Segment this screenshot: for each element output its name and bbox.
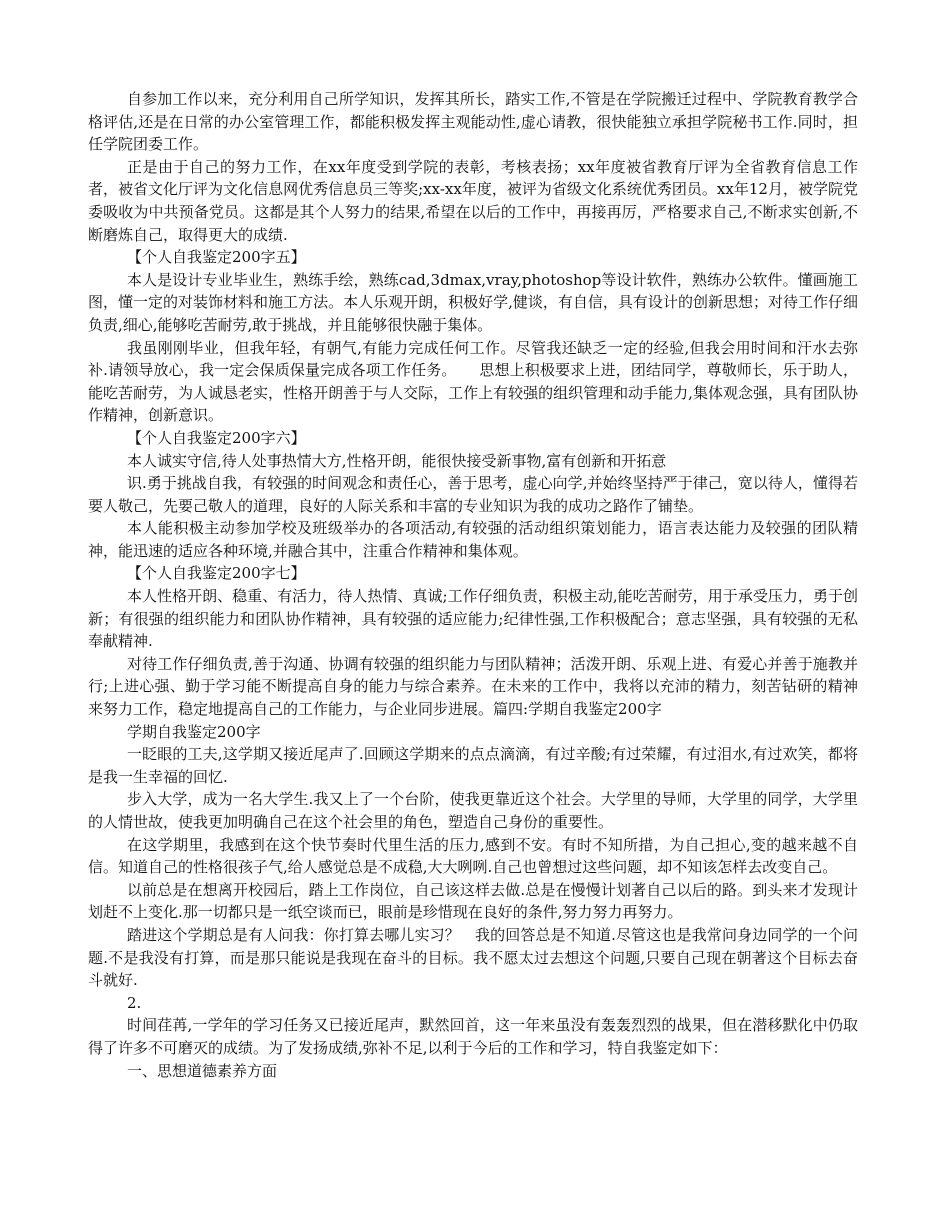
section-heading: 学期自我鉴定200字 (127, 722, 261, 741)
section-heading: 【个人自我鉴定200字七】 (127, 564, 306, 583)
paragraph: 本人性格开朗、稳重、有活力，待人热情、真诚;工作仔细负责，积极主动,能吃苦耐劳，用于承受压力，勇于创新；有很强的组织能力和团队协作精神，具有较强的适应能力;纪律性强,工作积极配合；意志坚强，具有较强的无私奉献精神. (88, 587, 858, 651)
paragraph: 自参加工作以来，充分利用自己所学知识，发挥其所长，踏实工作,不管是在学院搬迁过程中、学院教育教学合格评估,还是在日常的办公室管理工作，都能积极发挥主观能动性,虚心请教，很快能独立承担学院秘书工作.同时，担任学院团委工作。 (88, 90, 858, 154)
paragraph: 在这学期里，我感到在这个快节奏时代里生活的压力,感到不安。有时不知所措，为自己担心,变的越来越不自信。知道自己的性格很孩子气,给人感觉总是不成稳,大大咧咧.自己也曾想过这些问题，却不知该怎样去改变自己。 (88, 835, 858, 877)
paragraph: 一眨眼的工夫,这学期又接近尾声了.回顾这学期来的点点滴滴，有过辛酸;有过荣耀，有过泪水,有过欢笑，都将是我一生幸福的回忆. (88, 745, 858, 786)
paragraph-line: 本人诚实守信,待人处事热情大方,性格开朗，能很快接受新事物,富有创新和开拓意 (127, 451, 667, 470)
section-heading: 一、思想道德素养方面 (127, 1061, 278, 1080)
paragraph: 对待工作仔细负责,善于沟通、协调有较强的组织能力与团队精神；活泼开朗、乐观上进、有爱心并善于施教并行;上进心强、勤于学习能不断提高自身的能力与综合素养。在未来的工作中，我将以充沛的精力，刻苦钻研的精神来努力工作，稳定地提高自己的工作能力，与企业同步进展。篇四:学期自我鉴定200字 (88, 654, 858, 719)
paragraph: 本人是设计专业毕业生，熟练手绘，熟练cad,3dmax,vray,photoshop等设计软件，熟练办公软件。懂画施工图，懂一定的对装饰材料和施工方法。本人乐观开朗，积极好学,健谈，有自信，具有设计的创新思想；对待工作仔细负责,细心,能够吃苦耐劳,敢于挑战，并且能够很快融于集体。 (88, 270, 858, 334)
section-number: 2. (127, 993, 142, 1012)
paragraph: 以前总是在想离开校园后，踏上工作岗位，自己该这样去做.总是在慢慢计划著自己以后的路。到头来才发现计划赶不上变化.那一切都只是一纸空谈而已，眼前是珍惜现在良好的条件,努力努力再努力。 (88, 880, 858, 922)
paragraph: 识.勇于挑战自我，有较强的时间观念和责任心，善于思考，虚心向学,并始终坚持严于律己，宽以待人，懂得若要人敬己，先要己敬人的道理，良好的人际关系和丰富的专业知识为我的成功之路作了铺垫。 (88, 474, 858, 515)
paragraph: 正是由于自己的努力工作，在xx年度受到学院的表彰，考核表扬；xx年度被省教育厅评为全省教育信息工作者，被省文化厅评为文化信息网优秀信息员三等奖;xx-xx年度，被评为省级文化系统优秀团员。xx年12月，被学院党委吸收为中共预备党员。这都是其个人努力的结果,希望在以后的工作中，再接再厉，严格要求自己,不断求实创新,不断磨炼自己，取得更大的成绩. (88, 157, 858, 244)
paragraph: 步入大学，成为一名大学生.我又上了一个台阶，使我更靠近这个社会。大学里的导师，大学里的同学，大学里的人情世故，使我更加明确自己在这个社会里的角色，塑造自己身份的重要性。 (88, 790, 858, 831)
paragraph: 踏进这个学期总是有人问我：你打算去哪儿实习？ 我的回答总是不知道.尽管这也是我常问身边同学的一个问题.不是我没有打算，而是那只能说是我现在奋斗的目标。我不愿太过去想这个问题,只要自己现在朝著这个目标去奋斗就好. (88, 925, 858, 990)
section-heading: 【个人自我鉴定200字六】 (127, 428, 306, 447)
paragraph: 时间荏苒,一学年的学习任务又已接近尾声，默然回首，这一年来虽没有轰轰烈烈的战果，但在潜移默化中仍取得了许多不可磨灭的成绩。为了发扬成绩,弥补不足,以利于今后的工作和学习，特自我鉴定如下： (88, 1016, 858, 1057)
section-heading: 【个人自我鉴定200字五】 (127, 248, 306, 267)
paragraph: 我虽刚刚毕业，但我年轻，有朝气,有能力完成任何工作。尽管我还缺乏一定的经验,但我会用时间和汗水去弥补.请领导放心，我一定会保质保量完成各项工作任务。 思想上积极要求上进，团结同学，尊敬师长，乐于助人，能吃苦耐劳，为人诚恳老实，性格开朗善于与人交际，工作上有较强的组织管理和动手能力,集体观念强，具有团队协作精神，创新意识。 (88, 338, 858, 425)
paragraph: 本人能积极主动参加学校及班级举办的各项活动,有较强的活动组织策划能力，语言表达能力及较强的团队精神，能迅速的适应各种环境,并融合其中，注重合作精神和集体观。 (88, 519, 858, 560)
